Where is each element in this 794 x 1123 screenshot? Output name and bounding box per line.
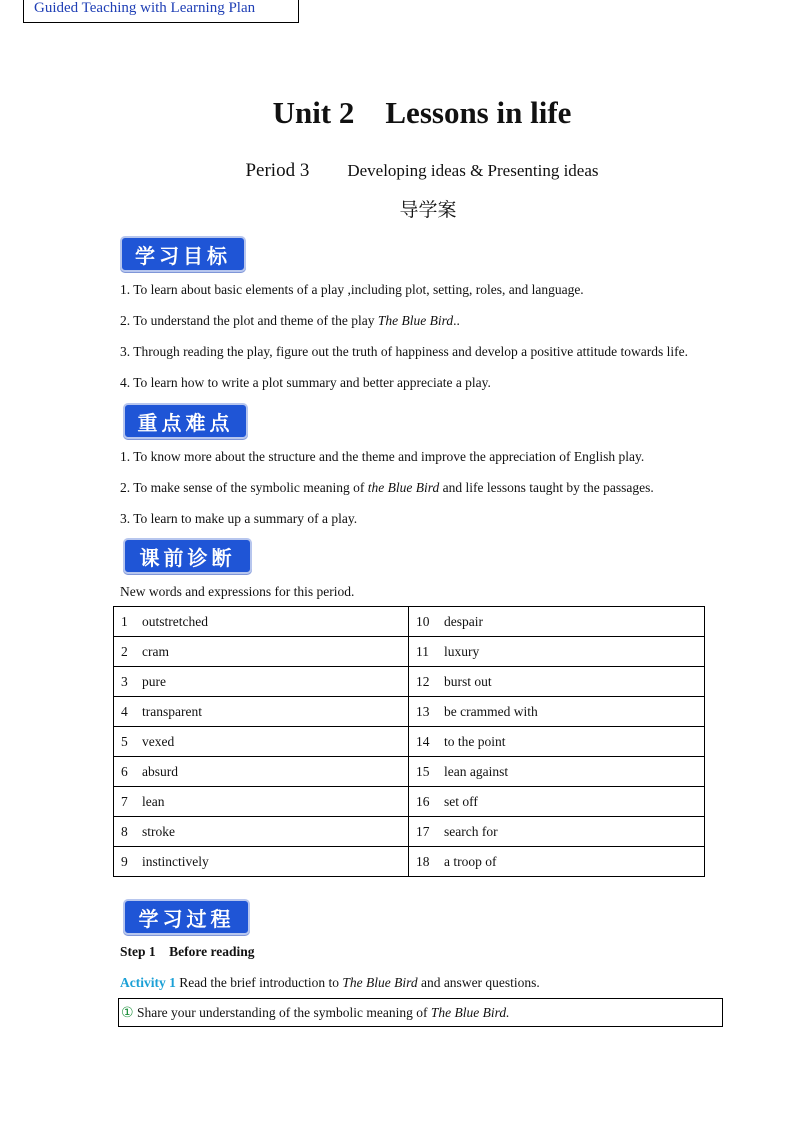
vocab-cell: 10 despair [409,607,705,637]
period-label: Period 3 [245,160,310,181]
objective-4: 4. To learn how to write a plot summary and better appreciate a play. [120,375,491,390]
header-tag: Guided Teaching with Learning Plan [23,0,299,23]
period-title [0,160,794,182]
question-number: ① [121,1005,134,1021]
vocab-cell: 5 vexed [114,727,409,757]
question-box: ① Share your understanding of the symbolic meaning of The Blue Bird. [118,998,723,1027]
key-points-badge: 重点难点 [123,403,248,439]
table-row [114,667,705,697]
vocab-cell: 13 be crammed with [409,697,705,727]
table-row [114,727,705,757]
table-row [114,787,705,817]
activity-1: Activity 1 Read the brief introduction to The Blue Bird and answer questions. [120,975,540,990]
vocab-cell: 2 cram [114,637,409,667]
vocab-cell: 8 stroke [114,817,409,847]
objective-2: 2. To understand the plot and theme of the play The Blue Bird.. [120,313,460,328]
table-row [114,757,705,787]
table-row [114,637,705,667]
vocab-table [113,606,705,877]
vocab-cell: 1 outstretched [114,607,409,637]
vocab-cell: 17 search for [409,817,705,847]
table-row [114,607,705,637]
unit-title: Unit 2 Lessons in life [272,95,572,130]
key-point-3: 3. To learn to make up a summary of a play. [120,511,358,526]
vocab-cell: 9 instinctively [114,847,409,877]
guide-title: 导学案 [399,199,457,221]
key-point-2: 2. To make sense of the symbolic meaning of the Blue Bird and life lessons taught by the passages. [120,480,654,495]
objective-1: 1. To learn about basic elements of a play ,including plot, setting, roles, and language. [120,282,584,297]
vocab-cell: 14 to the point [409,727,705,757]
vocab-cell: 11 luxury [409,637,705,667]
pre-class-badge: 课前诊断 [123,538,252,574]
key-point-1: 1. To know more about the structure and the theme and improve the appreciation of English play. [120,449,645,464]
vocab-cell: 12 burst out [409,667,705,697]
vocab-cell: 15 lean against [409,757,705,787]
vocab-intro: New words and expressions for this period. [120,584,355,599]
step-1-heading: Step 1 Before reading [120,944,255,959]
vocab-cell: 3 pure [114,667,409,697]
table-row [114,697,705,727]
activity-label: Activity 1 [120,975,176,990]
table-row [114,817,705,847]
vocab-cell: 7 lean [114,787,409,817]
vocab-cell: 16 set off [409,787,705,817]
process-badge: 学习过程 [123,899,250,935]
table-row [114,847,705,877]
vocab-cell: 6 absurd [114,757,409,787]
vocab-cell: 18 a troop of [409,847,705,877]
objective-3: 3. Through reading the play, figure out the truth of happiness and develop a positive attitude towards life. [120,344,688,359]
objectives-badge: 学习目标 [120,236,246,272]
period-subtitle: Developing ideas & Presenting ideas [347,161,599,180]
vocab-cell: 4 transparent [114,697,409,727]
